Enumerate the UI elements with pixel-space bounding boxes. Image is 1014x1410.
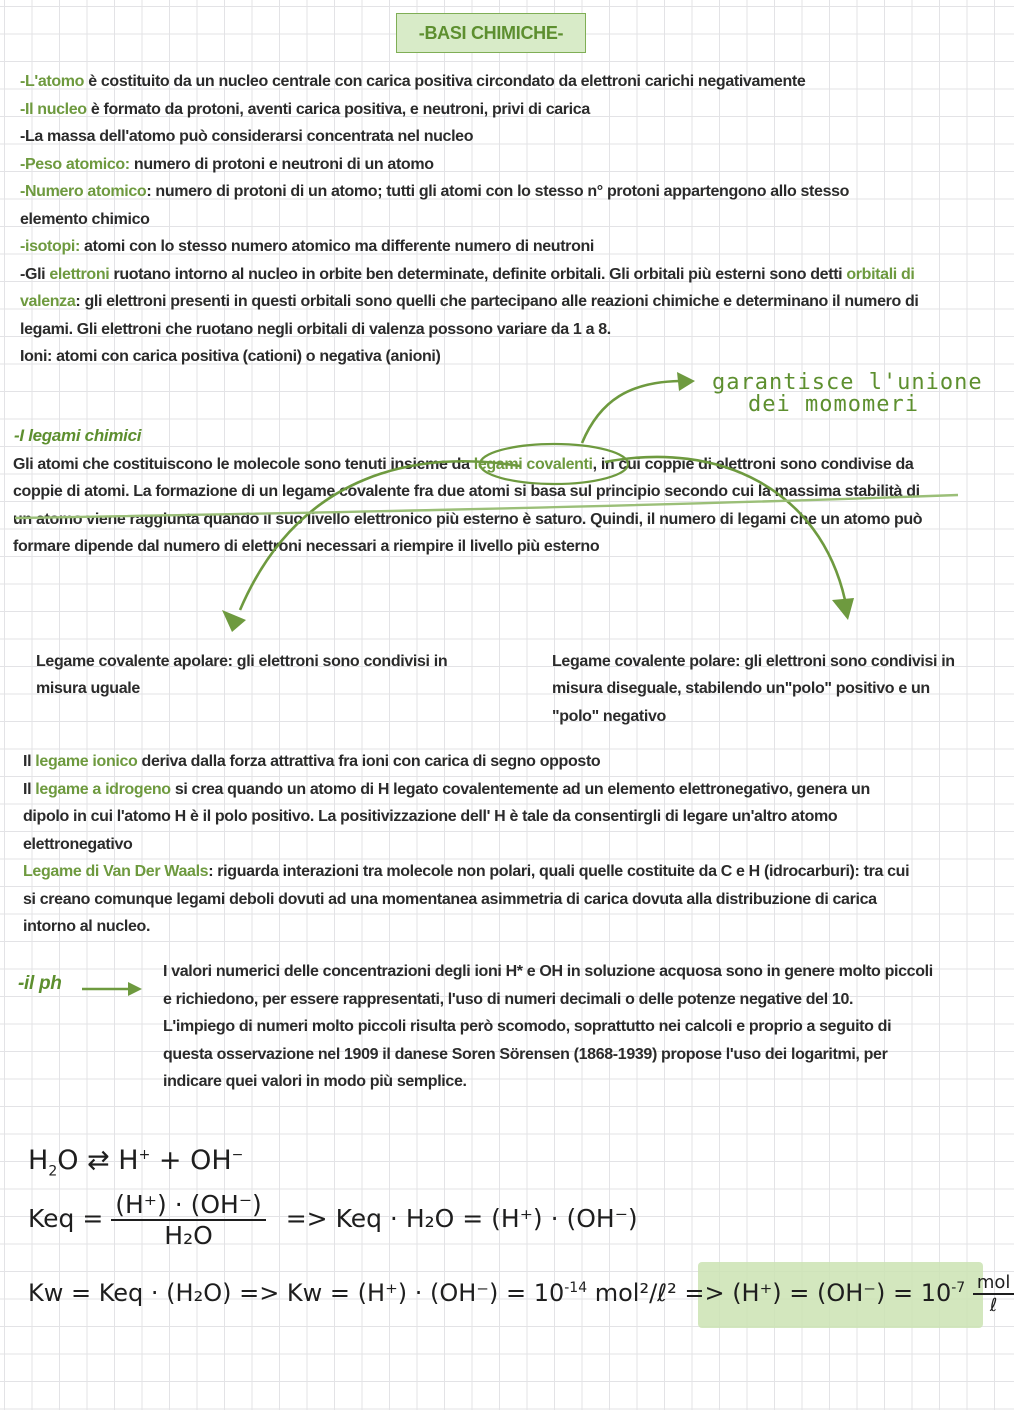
bonds-para-line-3: un atomo viene raggiunta quando il suo livello elettronico più esterno è saturo. Quindi, il numero di legami che un atomo può bbox=[13, 511, 923, 528]
fraction-numerator: mol bbox=[973, 1272, 1014, 1295]
term-nucleo: -Il nucleo bbox=[20, 101, 87, 118]
basics-line-mass: -La massa dell'atomo può considerarsi concentrata nel nucleo bbox=[20, 128, 474, 145]
term-legami-covalenti: legami covalenti bbox=[473, 456, 593, 473]
fraction bbox=[973, 1272, 1014, 1316]
text: si crea quando un atomo di H legato covalentemente ad un elemento elettronegativo, genera un bbox=[170, 781, 870, 798]
vdw-line-2: si creano comunque legami deboli dovuti ad una momentanea asimmetria di carica dovuta alla distribuzione di carica bbox=[23, 891, 877, 908]
term-isotopi: -isotopi: bbox=[20, 238, 80, 255]
basics-line-bonds-count: legami. Gli elettroni che ruotano negli orbitali di valenza possono variare da 1 a 8. bbox=[20, 321, 611, 338]
arrow-head-ph bbox=[128, 982, 142, 996]
term-numero-atomico: -Numero atomico bbox=[20, 183, 147, 200]
formula-kw bbox=[28, 1272, 1014, 1316]
hydrogen-line-1 bbox=[23, 776, 870, 804]
text: ruotano intorno al nucleo in orbite ben determinate, definite orbitali. Gli orbitali più esterni sono detti bbox=[109, 266, 847, 283]
formula-dissociation bbox=[28, 1145, 243, 1179]
apolar-line-2: misura uguale bbox=[36, 680, 140, 697]
term-atomo: -L'atomo bbox=[20, 73, 85, 90]
basics-line-electrons bbox=[20, 261, 915, 289]
term-elettroni: elettroni bbox=[49, 266, 110, 283]
text: : numero di protoni di un atomo; tutti gli atomi con lo stesso n° protoni appartengono allo stesso bbox=[146, 183, 850, 200]
text: numero di protoni e neutroni di un atomo bbox=[129, 156, 434, 173]
text: atomi con lo stesso numero atomico ma differente numero di neutroni bbox=[79, 238, 595, 255]
ph-line-4: questa osservazione nel 1909 il danese Soren Sörensen (1868-1939) propose l'uso dei logaritmi, per bbox=[163, 1046, 888, 1063]
basics-line-valence bbox=[20, 288, 919, 316]
hydrogen-line-3: elettronegativo bbox=[23, 836, 133, 853]
term-orbitali: orbitali di bbox=[846, 266, 915, 283]
text: => Keq · H₂O = (H⁺) · (OH⁻) bbox=[285, 1204, 638, 1233]
fraction-denominator: H₂O bbox=[164, 1221, 213, 1250]
term-legame-idrogeno: legame a idrogeno bbox=[35, 781, 171, 798]
text: => (H⁺) = (OH⁻) = 10 bbox=[676, 1279, 952, 1307]
formula-keq bbox=[28, 1190, 638, 1250]
text: -7 bbox=[951, 1280, 966, 1296]
text: O ⇄ H bbox=[57, 1145, 139, 1176]
term-valenza: valenza bbox=[20, 293, 76, 310]
ph-line-5: indicare quei valori in modo più semplice. bbox=[163, 1073, 467, 1090]
section-heading-ph: -il ph bbox=[18, 973, 62, 994]
basics-line-atomic-weight bbox=[20, 151, 434, 179]
term-apolare: Legame covalente apolare: bbox=[36, 653, 233, 670]
term-peso-atomico: -Peso atomico: bbox=[20, 156, 130, 173]
bonds-para-line-2: coppie di atomi. La formazione di un legame covalente fra due atomi si basa sul principio secondo cui la massima stabilità di bbox=[13, 483, 920, 500]
text: Kw = Keq · (H₂O) => Kw = (H⁺) · (OH⁻) = 10 bbox=[28, 1279, 565, 1307]
text: : gli elettroni sono condivisi in bbox=[735, 653, 955, 670]
section-heading-bonds: -I legami chimici bbox=[14, 426, 142, 445]
term-van-der-waals: Legame di Van Der Waals bbox=[23, 863, 209, 880]
arrow-head-polar bbox=[832, 598, 854, 620]
fraction-denominator: ℓ bbox=[989, 1295, 998, 1316]
basics-line-nucleus bbox=[20, 96, 590, 124]
ph-line-2: e richiedono, per essere rappresentati, l'uso di numeri decimali o delle potenze negative del 10. bbox=[163, 991, 854, 1008]
bonds-para-line-1 bbox=[13, 451, 913, 479]
vdw-line-1 bbox=[23, 858, 909, 886]
hydrogen-line-2: dipolo in cui l'atomo H è il polo positivo. La positivizzazione dell' H è tale da consentirgli di legare un'altro atomo bbox=[23, 808, 838, 825]
basics-line-atomic-number bbox=[20, 178, 849, 206]
text: -14 bbox=[564, 1280, 588, 1296]
text: Keq = bbox=[28, 1204, 104, 1233]
text: Il bbox=[23, 753, 36, 770]
annotation-line-2: dei momomeri bbox=[748, 392, 919, 417]
ph-line-1: I valori numerici delle concentrazioni degli ioni H* e OH in soluzione acquosa sono in genere molto piccoli bbox=[163, 963, 933, 980]
text: : gli elettroni presenti in questi orbitali sono quelli che partecipano alle reazioni chimiche e determinano il numero di bbox=[75, 293, 919, 310]
text: 2 bbox=[48, 1163, 58, 1180]
text: + OH bbox=[150, 1145, 232, 1176]
basics-line-isotopes bbox=[20, 233, 594, 261]
text: è formato da protoni, aventi carica positiva, e neutroni, privi di carica bbox=[86, 101, 590, 118]
text: mol²/ℓ² bbox=[587, 1279, 677, 1307]
text: , in cui coppie di elettroni sono condivise da bbox=[592, 456, 914, 473]
basics-line-ions: Ioni: atomi con carica positiva (cationi) o negativa (anioni) bbox=[20, 348, 441, 365]
arrow-head-apolar bbox=[222, 610, 246, 632]
text: + bbox=[138, 1147, 151, 1163]
text: è costituito da un nucleo centrale con carica positiva circondato da elettroni carichi negativamente bbox=[84, 73, 806, 90]
term-polare: Legame covalente polare bbox=[552, 653, 736, 670]
page-title: -BASI CHIMICHE- bbox=[396, 13, 586, 53]
polar-line-3: "polo" negativo bbox=[552, 708, 666, 725]
text: -Gli bbox=[20, 266, 50, 283]
apolar-line-1 bbox=[36, 648, 447, 676]
vdw-line-3: intorno al nucleo. bbox=[23, 918, 151, 935]
polar-line-2: misura diseguale, stabilendo un"polo" positivo e un bbox=[552, 680, 930, 697]
bonds-para-line-4: formare dipende dal numero di elettroni necessari a riempire il livello più esterno bbox=[13, 538, 600, 555]
fraction-numerator: (H⁺) · (OH⁻) bbox=[111, 1190, 266, 1221]
text: − bbox=[231, 1147, 244, 1163]
basics-line-atomic-number-cont: elemento chimico bbox=[20, 211, 150, 228]
basics-line-atom bbox=[20, 68, 805, 96]
arrow-to-annotation bbox=[582, 381, 680, 443]
ph-line-3: L'impiego di numeri molto piccoli risulta però scomodo, soprattutto nei calcoli e proprio a seguito di bbox=[163, 1018, 892, 1035]
term-legame-ionico: legame ionico bbox=[35, 753, 138, 770]
annotation-line-1: garantisce l'unione bbox=[712, 370, 983, 395]
text: gli elettroni sono condivisi in bbox=[232, 653, 448, 670]
text: Gli atomi che costituiscono le molecole sono tenuti insieme da bbox=[13, 456, 474, 473]
arrow-head-annotation bbox=[677, 372, 695, 391]
text: deriva dalla forza attrattiva fra ioni con carica di segno opposto bbox=[137, 753, 601, 770]
polar-line-1 bbox=[552, 648, 955, 676]
text: Il bbox=[23, 781, 36, 798]
fraction bbox=[111, 1190, 266, 1250]
ionic-line bbox=[23, 748, 600, 776]
text: H bbox=[28, 1145, 49, 1176]
text: : riguarda interazioni tra molecole non polari, quali quelle costituite da C e H (idrocarburi): tra cui bbox=[208, 863, 910, 880]
